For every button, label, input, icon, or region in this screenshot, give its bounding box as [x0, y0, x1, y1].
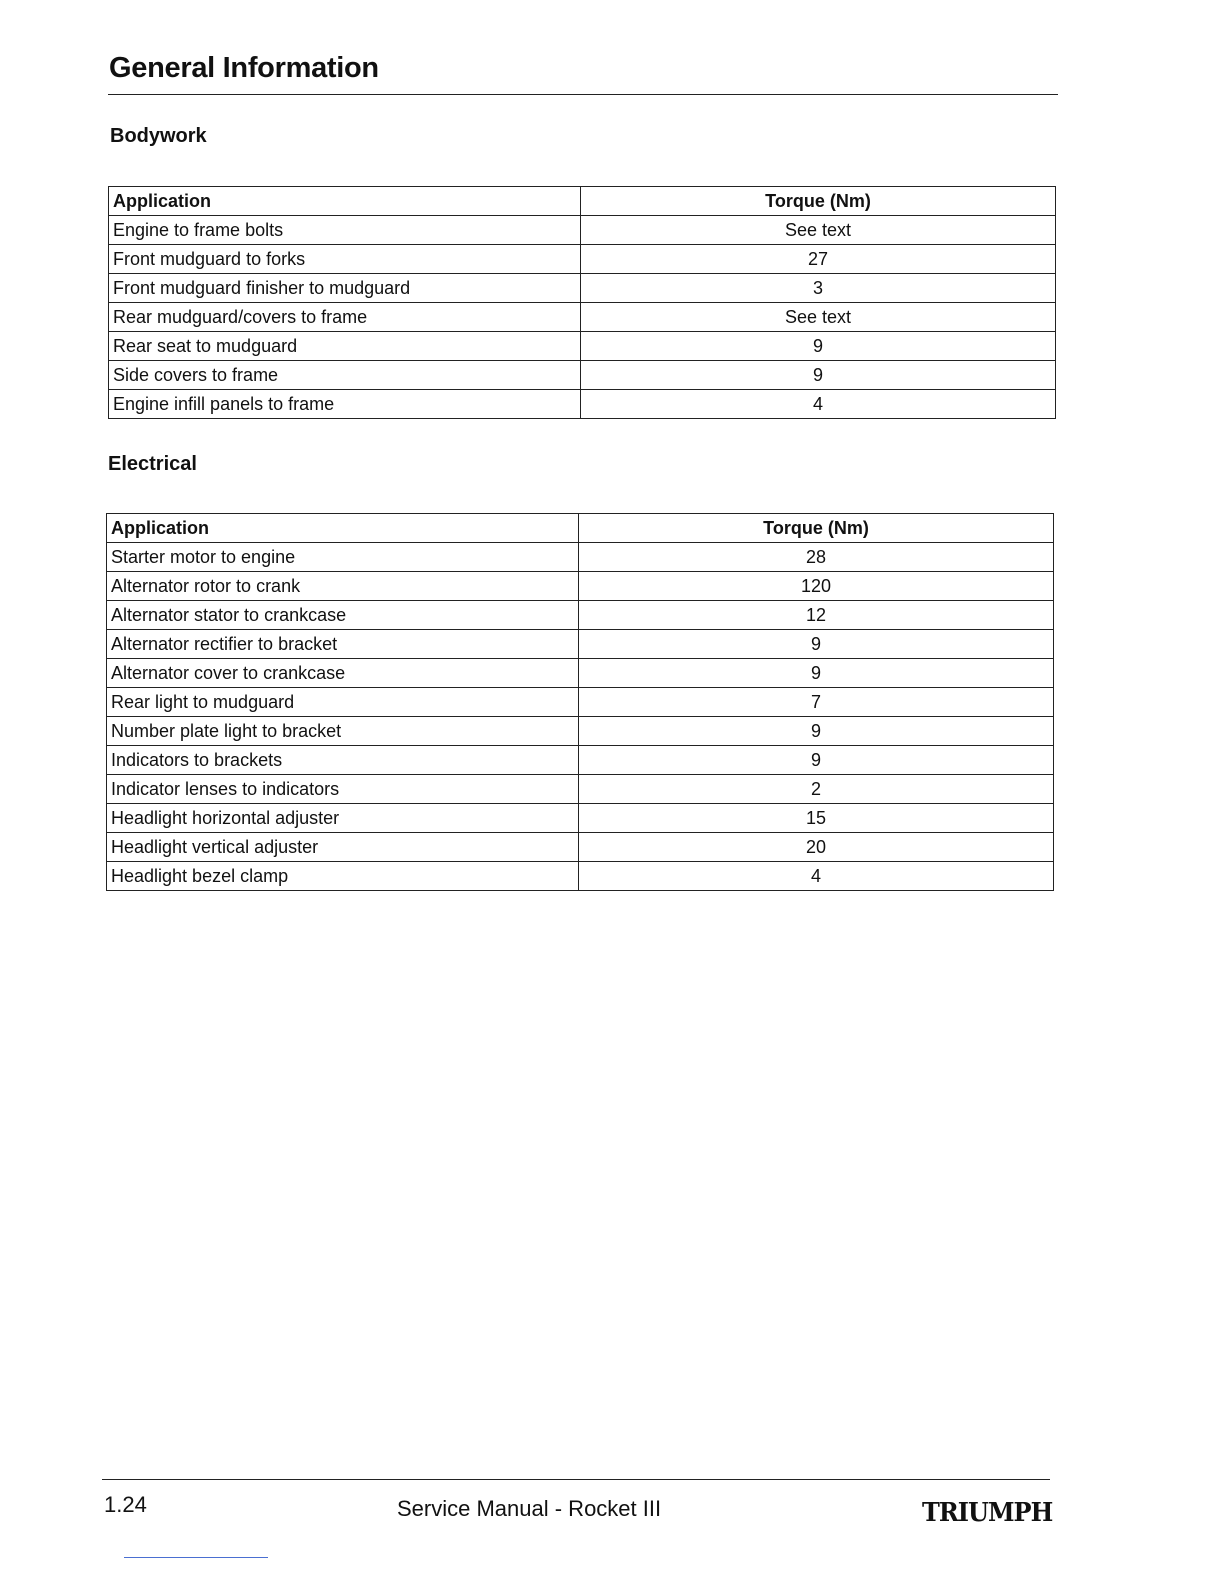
bodywork-torque-table [108, 186, 1056, 419]
torque-cell: See text [581, 216, 1056, 245]
table-row [109, 390, 1056, 419]
table-row [109, 303, 1056, 332]
torque-cell: 9 [581, 361, 1056, 390]
table-row [107, 630, 1054, 659]
table-row [109, 332, 1056, 361]
application-cell: Rear mudguard/covers to frame [109, 303, 581, 332]
column-header-torque: Torque (Nm) [579, 514, 1054, 543]
table-row [107, 775, 1054, 804]
table-header-row [107, 514, 1054, 543]
application-cell: Number plate light to bracket [107, 717, 579, 746]
electrical-heading: Electrical [108, 453, 197, 475]
table-row [107, 717, 1054, 746]
application-cell: Indicator lenses to indicators [107, 775, 579, 804]
page-number: 1.24 [104, 1492, 147, 1517]
table-row [107, 601, 1054, 630]
application-cell: Headlight horizontal adjuster [107, 804, 579, 833]
torque-cell: 9 [579, 659, 1054, 688]
electrical-torque-table [106, 513, 1054, 891]
title-divider [108, 94, 1058, 95]
table-row [107, 746, 1054, 775]
table-row [109, 361, 1056, 390]
torque-cell: 2 [579, 775, 1054, 804]
torque-cell: 4 [581, 390, 1056, 419]
application-cell: Rear light to mudguard [107, 688, 579, 717]
torque-cell: 120 [579, 572, 1054, 601]
application-cell: Side covers to frame [109, 361, 581, 390]
application-cell: Alternator cover to crankcase [107, 659, 579, 688]
table-row [107, 543, 1054, 572]
decorative-underline [124, 1557, 268, 1558]
torque-cell: 9 [579, 630, 1054, 659]
application-cell: Engine infill panels to frame [109, 390, 581, 419]
footer-divider [102, 1479, 1050, 1480]
manual-title: Service Manual - Rocket III [397, 1496, 662, 1521]
torque-cell: 15 [579, 804, 1054, 833]
application-cell: Rear seat to mudguard [109, 332, 581, 361]
torque-cell: 20 [579, 833, 1054, 862]
table-row [107, 572, 1054, 601]
application-cell: Indicators to brackets [107, 746, 579, 775]
torque-cell: 12 [579, 601, 1054, 630]
torque-cell: See text [581, 303, 1056, 332]
column-header-application: Application [107, 514, 579, 543]
application-cell: Front mudguard finisher to mudguard [109, 274, 581, 303]
application-cell: Starter motor to engine [107, 543, 579, 572]
column-header-torque: Torque (Nm) [581, 187, 1056, 216]
table-header-row [109, 187, 1056, 216]
table-row [107, 659, 1054, 688]
triumph-logo: TRIUMPH [922, 1495, 1053, 1528]
torque-cell: 9 [579, 717, 1054, 746]
application-cell: Alternator stator to crankcase [107, 601, 579, 630]
table-row [109, 216, 1056, 245]
application-cell: Headlight bezel clamp [107, 862, 579, 891]
table-row [107, 833, 1054, 862]
application-cell: Alternator rectifier to bracket [107, 630, 579, 659]
torque-cell: 28 [579, 543, 1054, 572]
torque-cell: 9 [581, 332, 1056, 361]
torque-cell: 4 [579, 862, 1054, 891]
page-title: General Information [109, 52, 379, 84]
table-row [109, 245, 1056, 274]
table-row [107, 804, 1054, 833]
application-cell: Headlight vertical adjuster [107, 833, 579, 862]
torque-cell: 27 [581, 245, 1056, 274]
application-cell: Engine to frame bolts [109, 216, 581, 245]
table-row [109, 274, 1056, 303]
bodywork-heading: Bodywork [110, 125, 207, 147]
column-header-application: Application [109, 187, 581, 216]
torque-cell: 7 [579, 688, 1054, 717]
table-row [107, 862, 1054, 891]
table-row [107, 688, 1054, 717]
torque-cell: 3 [581, 274, 1056, 303]
torque-cell: 9 [579, 746, 1054, 775]
application-cell: Front mudguard to forks [109, 245, 581, 274]
application-cell: Alternator rotor to crank [107, 572, 579, 601]
